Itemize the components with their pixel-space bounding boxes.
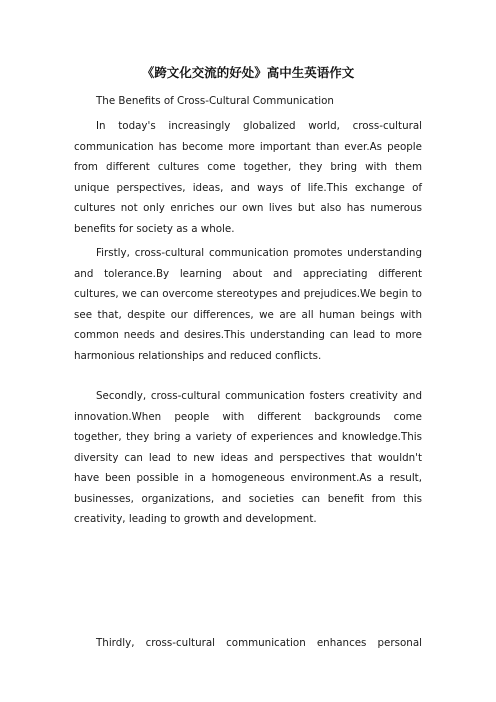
paragraph-thirdly: Thirdly, cross-cultural communication enhances personal [96, 637, 422, 649]
paragraph-firstly: Firstly, cross-cultural communication promotes understanding and tolerance.By learning about and appreciating different cultures, we can overcome stereotypes and prejudices.We begin to see that, despite our differences, we are all human beings with common needs and desires.This understanding can lead to more harmonious relationships and reduced conflicts. [74, 247, 422, 362]
paragraph-intro: In today's increasingly globalized world, cross-cultural communication has become more important than ever.As people from different cultures come together, they bring with them unique perspectives, ideas, and ways of life.This exchange of cultures not only enriches our own lives but also has numerous benefits for society as a whole. [74, 120, 422, 235]
essay-subtitle: The Benefits of Cross-Cultural Communication [96, 95, 334, 107]
document-title: 《跨文化交流的好处》高中生英语作文 [141, 65, 355, 80]
paragraph-secondly: Secondly, cross-cultural communication fosters creativity and innovation.When people with different backgrounds come together, they bring a variety of experiences and knowledge.This diversity can lead to new ideas and perspectives that wouldn't have been possible in a homogeneous environment.As a result, businesses, organizations, and societies can benefit from this creativity, leading to growth and development. [74, 390, 422, 525]
